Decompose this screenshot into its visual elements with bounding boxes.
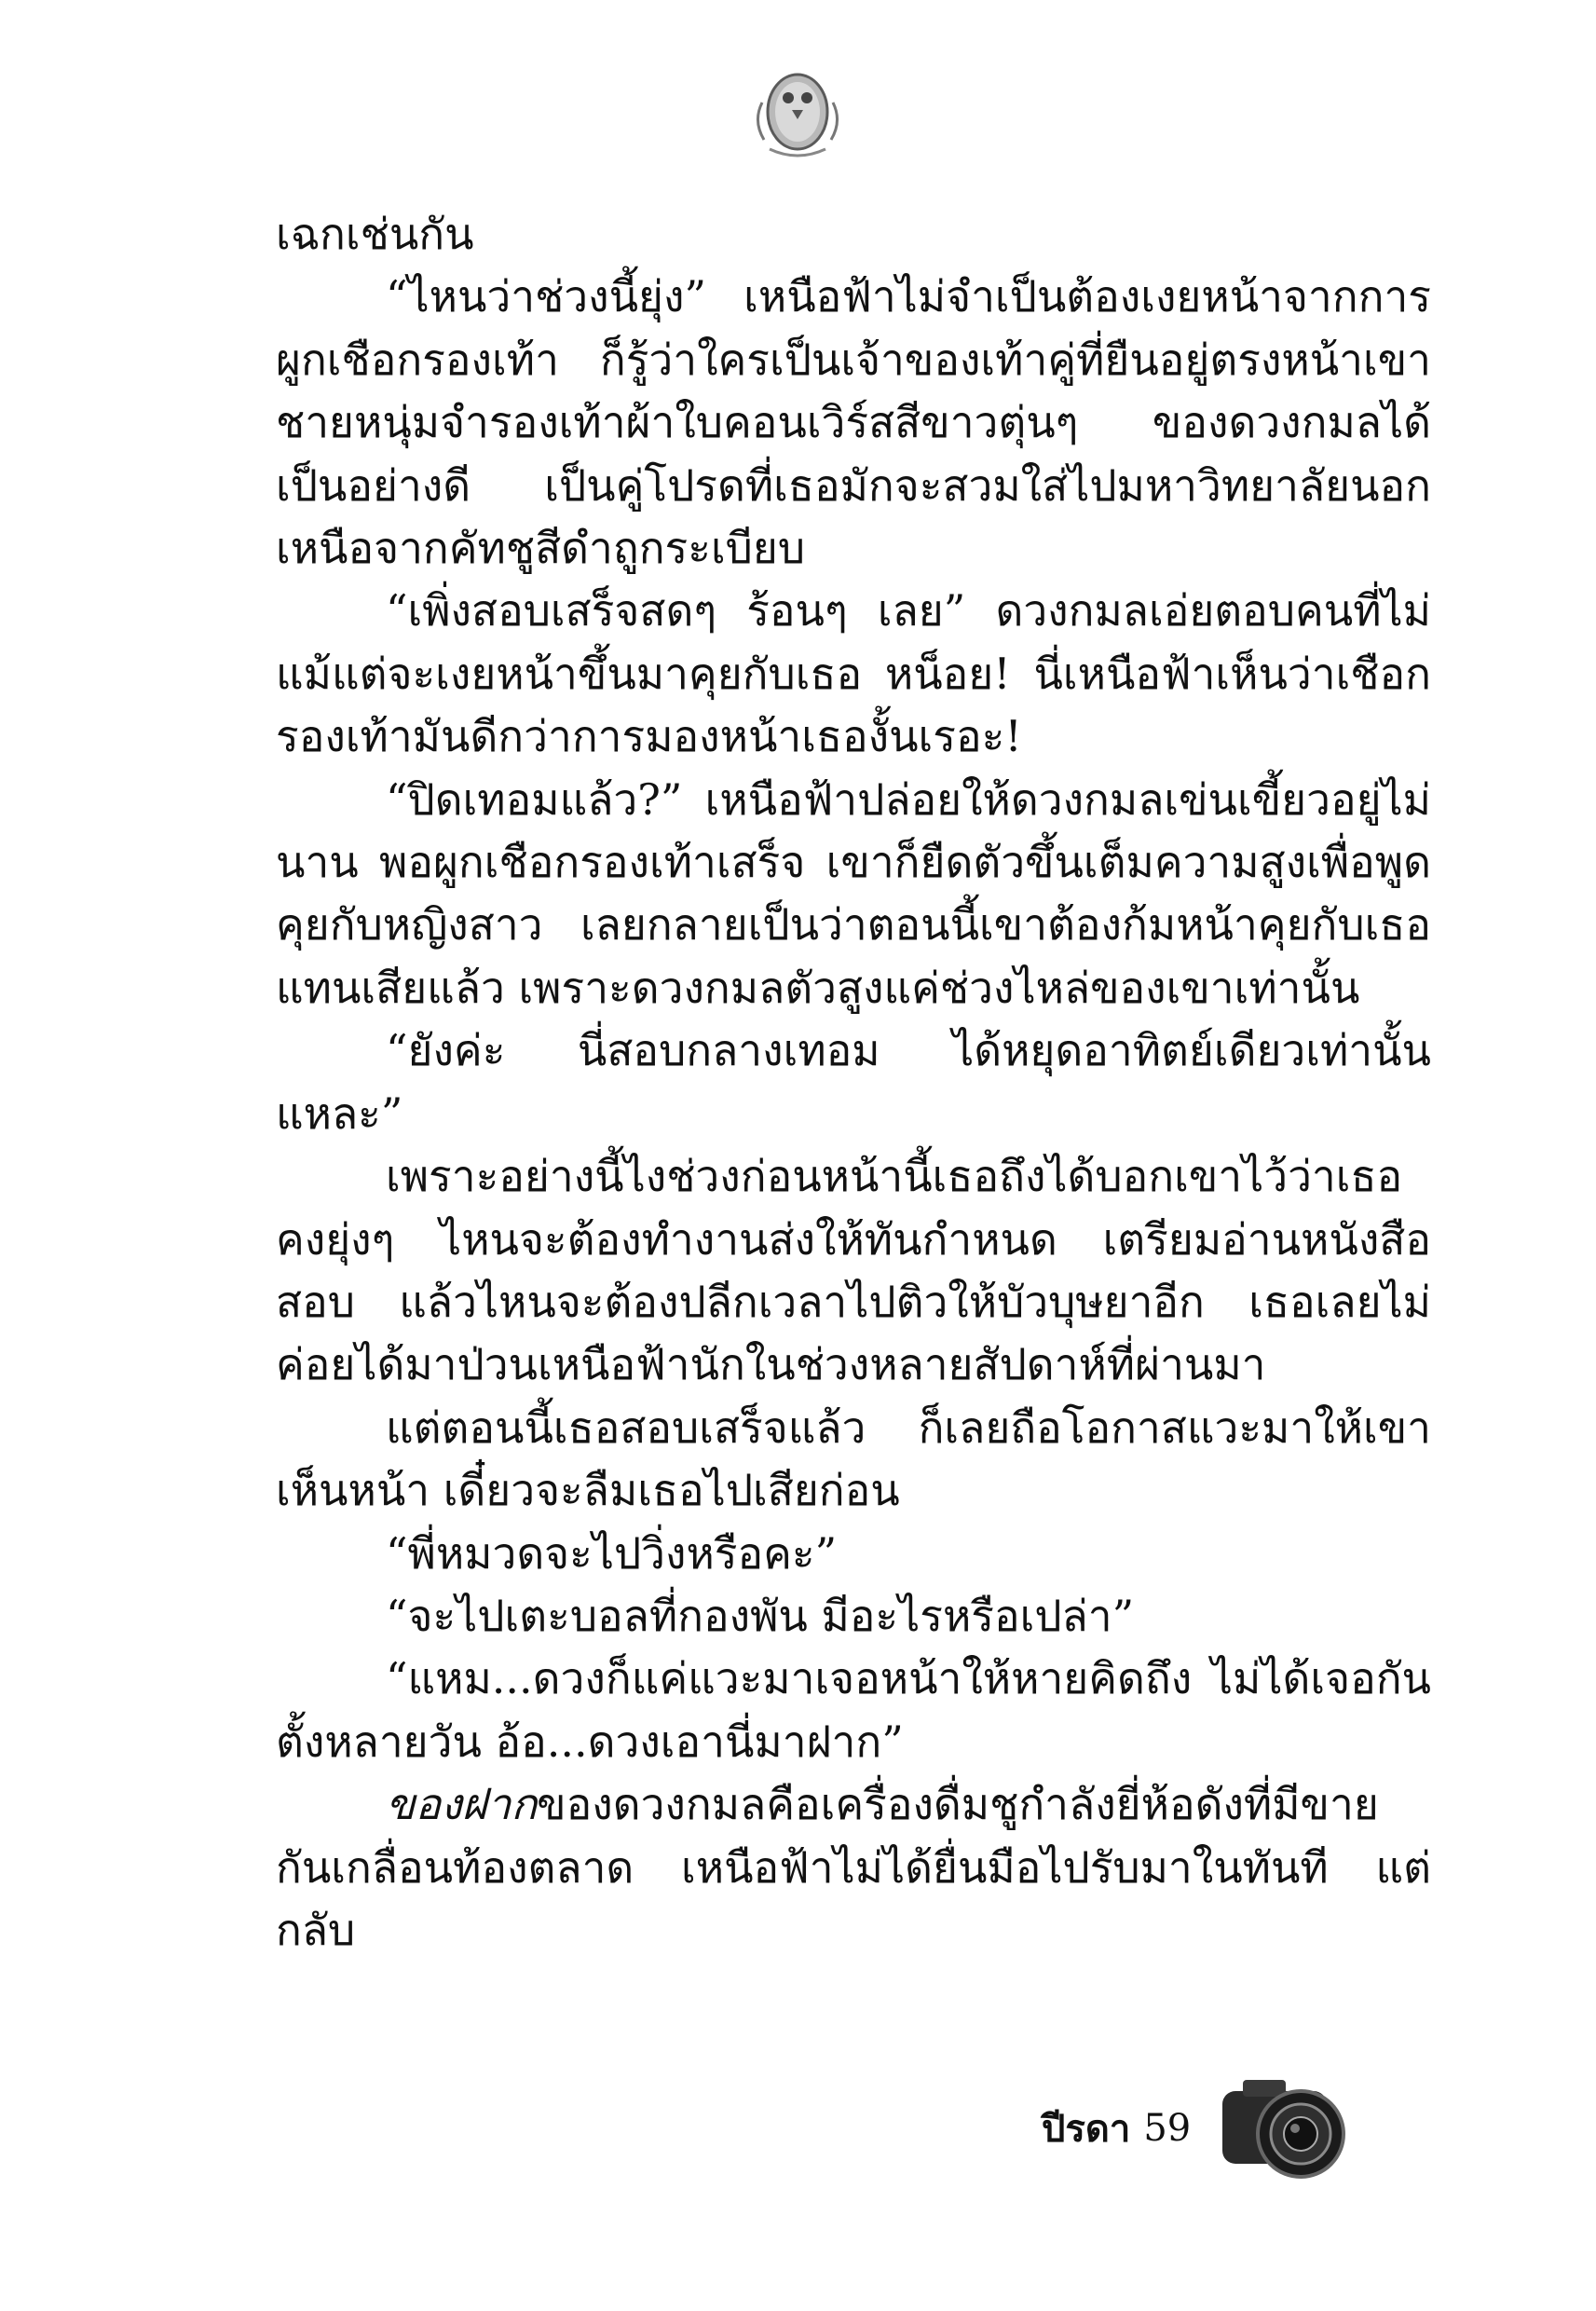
paragraph: “พี่หมวดจะไปวิ่งหรือคะ” xyxy=(386,1527,838,1579)
paragraph-text: ของดวงกมลคือเครื่องดื่มชูกำลังยี่ห้อดังที่มีขายกันเกลื่อนท้องตลาด เหนือฟ้าไม่ได้ยื่นมือไปรับมาในทันที แต่กลับ xyxy=(276,1779,1431,1955)
header-ornament xyxy=(751,47,844,177)
paragraph: “ยังค่ะ นี่สอบกลางเทอม ได้หยุดอาทิตย์เดียวเท่านั้นแหละ” xyxy=(276,1025,1431,1139)
page-number: 59 xyxy=(1143,2107,1192,2150)
paragraph: แต่ตอนนี้เธอสอบเสร็จแล้ว ก็เลยถือโอกาสแวะมาให้เขาเห็นหน้า เดี๋ยวจะลืมเธอไปเสียก่อน xyxy=(276,1402,1431,1516)
paragraph: เฉกเช่นกัน xyxy=(276,209,474,259)
book-title: ปีรดา xyxy=(1042,2108,1131,2151)
paragraph: “แหม...ดวงก็แค่แวะมาเจอหน้าให้หายคิดถึง ไม่ได้เจอกันตั้งหลายวัน อ้อ...ดวงเอานี่มาฝาก” xyxy=(276,1653,1431,1767)
paragraph: “ไหนว่าช่วงนี้ยุ่ง” เหนือฟ้าไม่จำเป็นต้องเงยหน้าจากการผูกเชือกรองเท้า ก็รู้ว่าใครเป็นเจ้าของเท้าคู่ที่ยืนอยู่ตรงหน้าเขา ชายหนุ่มจำรองเท้าผ้าใบคอนเวิร์สสีขาวตุ่นๆ ของดวงกมลได้เป็นอย่างดี เป็นคู่โปรดที่เธอมักจะสวมใส่ไปมหาวิทยาลัยนอกเหนือจากคัทชูสีดำถูกระเบียบ xyxy=(276,271,1431,574)
paragraph: “เพิ่งสอบเสร็จสดๆ ร้อนๆ เลย” ดวงกมลเอ่ยตอบคนที่ไม่แม้แต่จะเงยหน้าขึ้นมาคุยกับเธอ หน็อย! นี่เหนือฟ้าเห็นว่าเชือกรองเท้ามันดีกว่าการมองหน้าเธองั้นเรอะ! xyxy=(276,585,1431,762)
paragraph xyxy=(276,1773,1431,1962)
bird-emblem-icon xyxy=(751,47,844,177)
page-footer xyxy=(1042,2084,1355,2173)
paragraph: “จะไปเตะบอลที่กองพัน มีอะไรหรือเปล่า” xyxy=(386,1590,1135,1641)
paragraph: เพราะอย่างนี้ไงช่วงก่อนหน้านี้เธอถึงได้บอกเขาไว้ว่าเธอคงยุ่งๆ ไหนจะต้องทำงานส่งให้ทันกำหนด เตรียมอ่านหนังสือสอบ แล้วไหนจะต้องปลีกเวลาไปติวให้บัวบุษยาอีก เธอเลยไม่ค่อยได้มาป่วนเหนือฟ้านักในช่วงหลายสัปดาห์ที่ผ่านมา xyxy=(276,1151,1431,1390)
paragraph: “ปิดเทอมแล้ว?” เหนือฟ้าปล่อยให้ดวงกมลเข่นเขี้ยวอยู่ไม่นาน พอผูกเชือกรองเท้าเสร็จ เขาก็ยืดตัวขึ้นเต็มความสูงเพื่อพูดคุยกับหญิงสาว เลยกลายเป็นว่าตอนนี้เขาต้องก้มหน้าคุยกับเธอแทนเสียแล้ว เพราะดวงกมลตัวสูงแค่ช่วงไหล่ของเขาเท่านั้น xyxy=(276,773,1431,1013)
body-text xyxy=(276,203,1431,1962)
emphasis-text: ของฝาก xyxy=(386,1779,538,1830)
camera-icon xyxy=(1215,2054,1355,2194)
